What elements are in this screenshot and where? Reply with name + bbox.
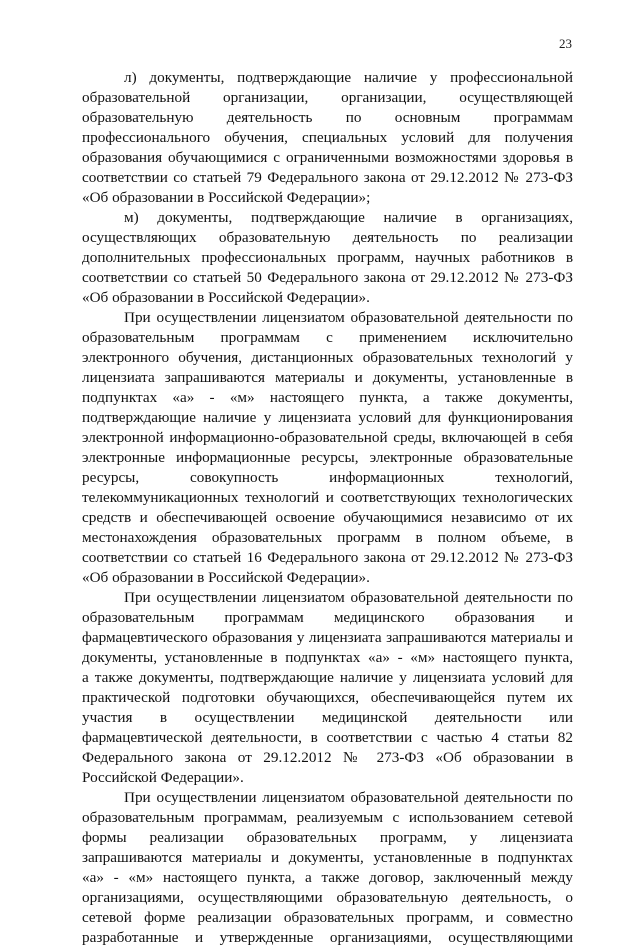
text-line: образовательной организации, организации, осуществляющей bbox=[82, 89, 573, 106]
text-line: Федерального закона от 29.12.2012 № 273-ФЗ «Об образовании в bbox=[82, 749, 573, 766]
text-line: формы реализации образовательных программ, у лицензиата bbox=[82, 829, 573, 846]
paragraph bbox=[82, 788, 573, 948]
text-line: организациями, осуществляющими образовательную деятельность, о bbox=[82, 889, 573, 906]
text-line: соответствии со статьей 16 Федерального закона от 29.12.2012 № 273-ФЗ bbox=[82, 549, 573, 566]
text-line: «Об образовании в Российской Федерации». bbox=[82, 569, 370, 586]
text-line: «Об образовании в Российской Федерации». bbox=[82, 289, 370, 306]
text-line: образовательным программам, реализуемым с использованием сетевой bbox=[82, 809, 573, 826]
text-line: образовательным программам медицинского образования и bbox=[82, 609, 573, 626]
text-line: образования обучающимися с ограниченными возможностями здоровья в bbox=[82, 149, 573, 166]
text-line: подтверждающие наличие у лицензиата условий для функционирования bbox=[82, 409, 573, 426]
text-line: дополнительных профессиональных программ, научных работников в bbox=[82, 249, 573, 266]
text-line: При осуществлении лицензиатом образовательной деятельности по bbox=[124, 789, 573, 806]
text-line: сетевой форме реализации образовательных программ, и совместно bbox=[82, 909, 573, 926]
text-line: соответствии со статьей 50 Федерального закона от 29.12.2012 № 273-ФЗ bbox=[82, 269, 573, 286]
text-line: образовательную деятельность по основным программам bbox=[82, 109, 573, 126]
text-line: а также документы, подтверждающие наличие у лицензиата условий для bbox=[82, 669, 573, 686]
text-line: электронной информационно-образовательной среды, включающей в себя bbox=[82, 429, 573, 446]
paragraph bbox=[82, 208, 573, 308]
text-line: местонахождения образовательных программ в полном объеме, в bbox=[82, 529, 573, 546]
text-line: документы, установленные в подпунктах «а» - «м» настоящего пункта, bbox=[82, 649, 573, 666]
text-line: соответствии со статьей 79 Федерального закона от 29.12.2012 № 273-ФЗ bbox=[82, 169, 573, 186]
text-line: фармацевтической деятельности, в соответствии с частью 4 статьи 82 bbox=[82, 729, 573, 746]
text-line: «Об образовании в Российской Федерации»; bbox=[82, 189, 371, 206]
text-line: л) документы, подтверждающие наличие у профессиональной bbox=[124, 69, 573, 86]
page-number: 23 bbox=[559, 36, 572, 51]
text-line: При осуществлении лицензиатом образовательной деятельности по bbox=[124, 589, 573, 606]
text-line: При осуществлении лицензиатом образовательной деятельности по bbox=[124, 309, 573, 326]
text-line: электронные информационные ресурсы, электронные образовательные bbox=[82, 449, 573, 466]
text-line: участия в осуществлении медицинской деятельности или bbox=[82, 709, 573, 726]
text-line: образовательным программам с применением исключительно bbox=[82, 329, 573, 346]
text-line: средств и обеспечивающей освоение обучающимися независимо от их bbox=[82, 509, 573, 526]
text-line: запрашиваются материалы и документы, установленные в подпунктах bbox=[82, 849, 573, 866]
text-line: фармацевтического образования у лицензиата запрашиваются материалы и bbox=[82, 629, 573, 646]
text-line: электронного обучения, дистанционных образовательных технологий у bbox=[82, 349, 573, 366]
text-line: практической подготовки обучающихся, обеспечивающейся путем их bbox=[82, 689, 573, 706]
text-line: подпунктах «а» - «м» настоящего пункта, а также документы, bbox=[82, 389, 573, 406]
text-line: ресурсы, совокупность информационных технологий, bbox=[82, 469, 573, 486]
paragraph bbox=[82, 308, 573, 588]
paragraph bbox=[82, 68, 573, 208]
document-body bbox=[82, 68, 573, 948]
text-line: «а» - «м» настоящего пункта, а также договор, заключенный между bbox=[82, 869, 573, 886]
text-line: осуществляющих образовательную деятельность по реализации bbox=[82, 229, 573, 246]
text-line: м) документы, подтверждающие наличие в организациях, bbox=[124, 209, 573, 226]
text-line: профессионального обучения, специальных условий для получения bbox=[82, 129, 573, 146]
text-line: Российской Федерации». bbox=[82, 769, 244, 786]
paragraph bbox=[82, 588, 573, 788]
text-line: лицензиата запрашиваются материалы и документы, установленные в bbox=[82, 369, 573, 386]
text-line: разработанные и утвержденные организациями, осуществляющими bbox=[82, 929, 573, 946]
text-line: телекоммуникационных технологий и соответствующих технологических bbox=[82, 489, 573, 506]
